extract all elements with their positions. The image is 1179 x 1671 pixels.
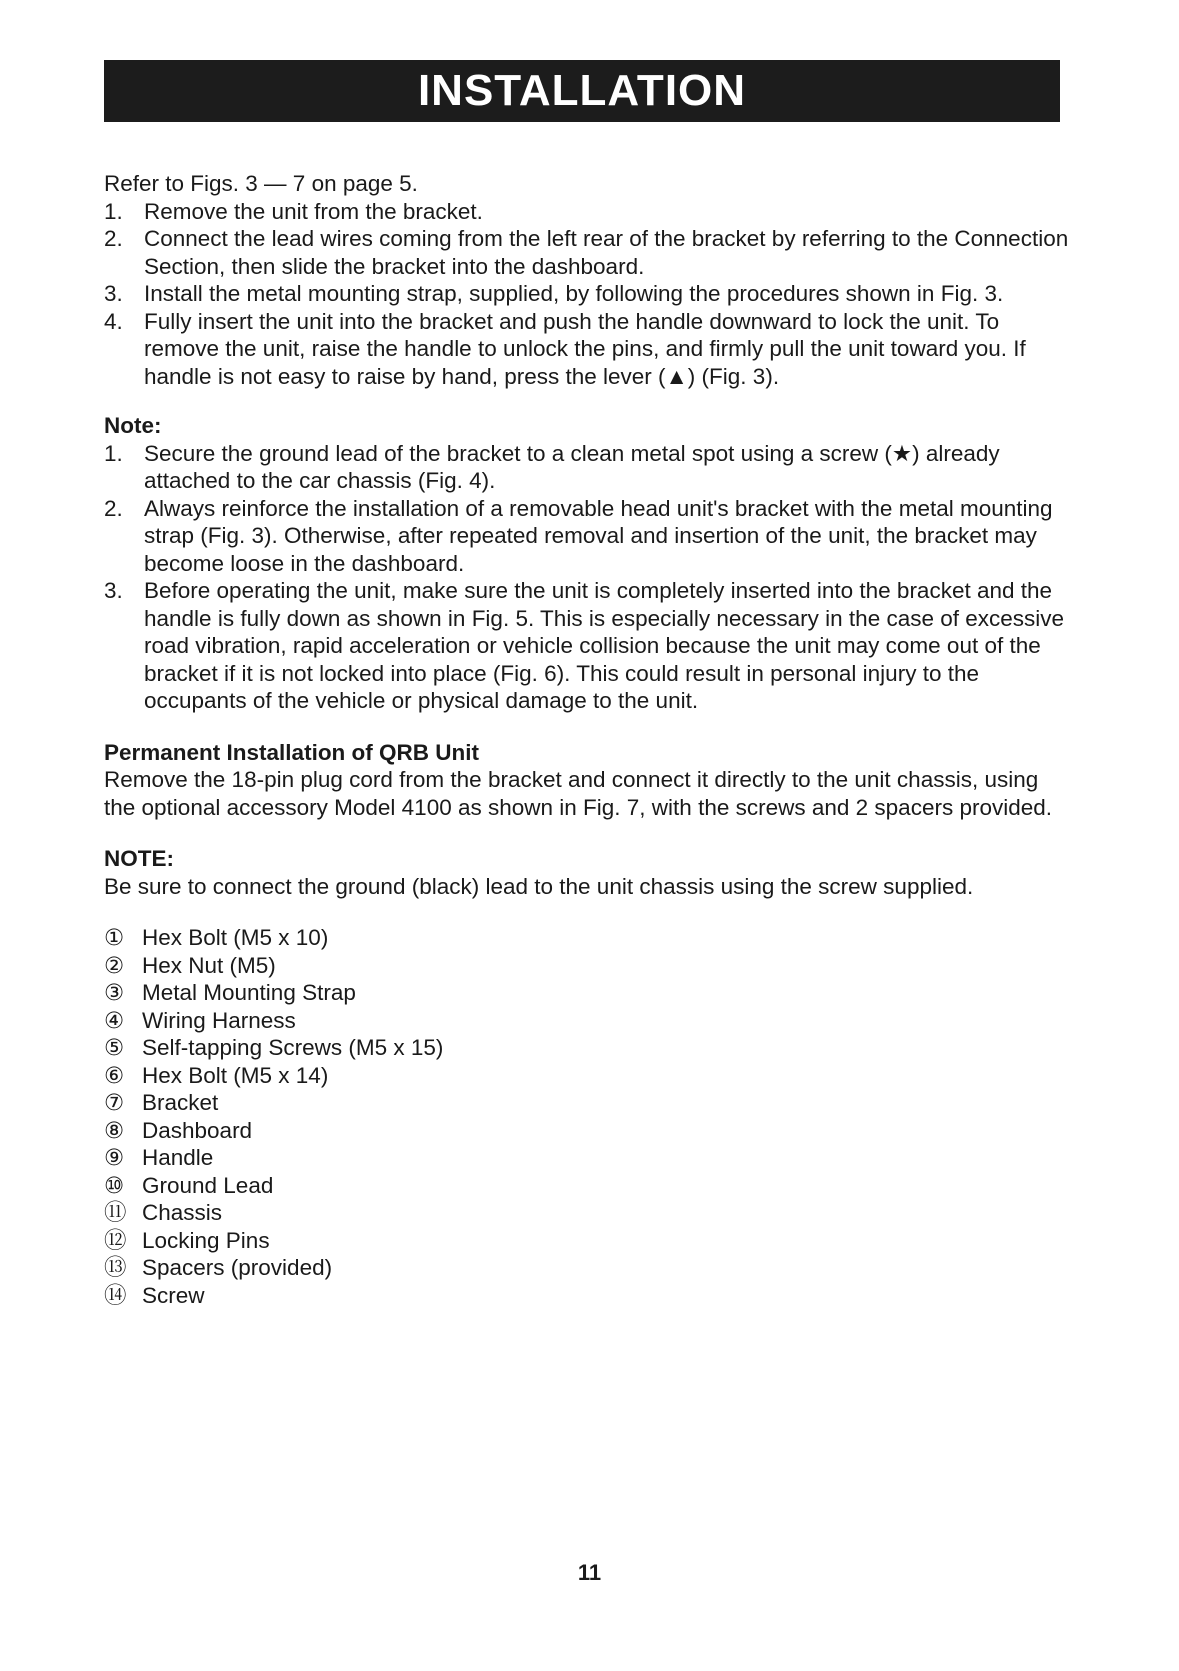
list-item <box>104 1034 1074 1062</box>
note-heading: Note: <box>104 413 162 438</box>
list-item <box>104 924 1074 952</box>
note2-heading: NOTE: <box>104 846 174 871</box>
intro-text: Refer to Figs. 3 — 7 on page 5. <box>104 171 418 196</box>
part-number: ⑪ <box>104 1200 127 1225</box>
note-list <box>104 440 1074 715</box>
list-item <box>104 1172 1074 1200</box>
part-label: Metal Mounting Strap <box>142 980 356 1005</box>
step-number: 3. <box>104 281 123 306</box>
part-number: ⑤ <box>104 1035 125 1060</box>
part-number: ⑧ <box>104 1117 125 1143</box>
permanent-installation-text: Remove the 18-pin plug cord from the bracket and connect it directly to the unit chassis, using the optional accessory Model 4100 as shown in Fig. 7, with the screws and 2 spacers provided. <box>104 767 1053 820</box>
part-label: Hex Nut (M5) <box>142 952 276 978</box>
page-title: INSTALLATION <box>417 66 747 115</box>
part-number: ① <box>104 925 125 950</box>
list-item <box>104 1282 1074 1310</box>
note-number: 1. <box>104 440 123 466</box>
permanent-installation-heading: Permanent Installation of QRB Unit <box>104 739 480 765</box>
page-number: 11 <box>577 1560 602 1585</box>
note2-text: Be sure to connect the ground (black) lead to the unit chassis using the screw supplied. <box>104 873 974 899</box>
list-item <box>104 198 1074 226</box>
part-label: Locking Pins <box>142 1227 270 1253</box>
note-text: Before operating the unit, make sure the unit is completely inserted into the bracket and the handle is fully down as shown in Fig. 5. This is especially necessary in the case of excessive road vibration, rapid acceleration or vehicle collision because the unit may come out of the bracket if it is not locked into place (Fig. 6). This could result in personal injury to the occupants of the vehicle or physical damage to the unit. <box>144 578 1065 713</box>
header-bar <box>104 60 1060 122</box>
list-item <box>104 280 1074 308</box>
list-item <box>104 1227 1074 1255</box>
part-number: ⑫ <box>104 1227 127 1253</box>
part-label: Screw <box>142 1282 205 1308</box>
list-item <box>104 1199 1074 1227</box>
part-number: ④ <box>104 1007 125 1033</box>
part-number: ③ <box>104 980 125 1005</box>
part-label: Hex Bolt (M5 x 14) <box>142 1062 329 1088</box>
step-number: 4. <box>104 308 123 334</box>
list-item <box>104 440 1074 495</box>
list-item <box>104 495 1074 578</box>
installation-steps <box>104 198 1074 391</box>
note-number: 3. <box>104 578 123 603</box>
part-label: Self-tapping Screws (M5 x 15) <box>142 1035 444 1060</box>
step-text: Install the metal mounting strap, supplied, by following the procedures shown in Fig. 3. <box>144 281 1004 306</box>
parts-list <box>104 924 1074 1309</box>
part-number: ⑬ <box>104 1255 127 1280</box>
part-number: ⑥ <box>104 1062 125 1088</box>
step-text: Remove the unit from the bracket. <box>144 198 483 224</box>
part-label: Dashboard <box>142 1117 253 1143</box>
step-number: 2. <box>104 226 123 251</box>
list-item <box>104 979 1074 1007</box>
part-label: Hex Bolt (M5 x 10) <box>142 925 329 950</box>
list-item <box>104 1254 1074 1282</box>
note-text: Always reinforce the installation of a removable head unit's bracket with the metal mounting strap (Fig. 3). Otherwise, after repeated removal and insertion of the unit, the bracket may become loose in the dashboard. <box>144 495 1053 576</box>
list-item <box>104 1144 1074 1172</box>
part-label: Bracket <box>142 1090 219 1115</box>
part-label: Wiring Harness <box>142 1007 296 1033</box>
part-number: ⑨ <box>104 1145 125 1170</box>
note-number: 2. <box>104 495 123 521</box>
list-item <box>104 1007 1074 1035</box>
step-text: Fully insert the unit into the bracket and push the handle downward to lock the unit. To remove the unit, raise the handle to unlock the pins, and firmly pull the unit toward you. If handle is not easy to raise by hand, press the lever (▲) (Fig. 3). <box>144 308 1026 389</box>
list-item <box>104 225 1074 280</box>
list-item <box>104 577 1074 715</box>
part-label: Handle <box>142 1145 214 1170</box>
content <box>104 170 1074 1309</box>
part-number: ② <box>104 952 125 978</box>
list-item <box>104 952 1074 980</box>
list-item <box>104 308 1074 391</box>
part-label: Ground Lead <box>142 1172 274 1198</box>
note-text: Secure the ground lead of the bracket to a clean metal spot using a screw (★) already attached to the car chassis (Fig. 4). <box>144 440 1000 493</box>
part-label: Chassis <box>142 1200 223 1225</box>
step-text: Connect the lead wires coming from the left rear of the bracket by referring to the Connection Section, then slide the bracket into the dashboard. <box>144 226 1069 279</box>
list-item <box>104 1062 1074 1090</box>
step-number: 1. <box>104 198 123 224</box>
part-number: ⑩ <box>104 1172 125 1198</box>
part-number: ⑦ <box>104 1090 125 1115</box>
part-number: ⑭ <box>104 1282 127 1308</box>
list-item <box>104 1089 1074 1117</box>
list-item <box>104 1117 1074 1145</box>
part-label: Spacers (provided) <box>142 1255 333 1280</box>
